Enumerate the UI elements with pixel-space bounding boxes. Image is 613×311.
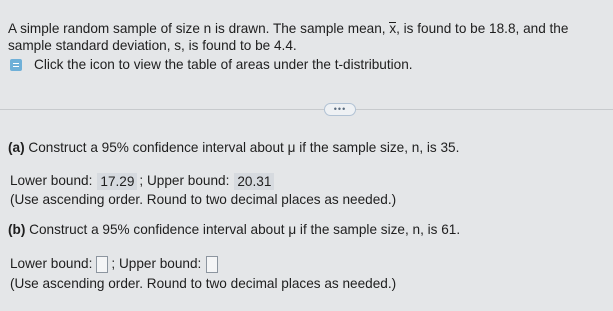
part-b-question-text: Construct a 95% confidence interval about μ if the sample size, n, is 61. — [25, 222, 461, 237]
t-table-link-label: Click the icon to view the table of areas under the t-distribution. — [34, 57, 413, 72]
part-b-separator: ; Upper bound: — [111, 256, 202, 271]
part-b-tag: (b) — [8, 222, 26, 237]
section-divider — [0, 109, 613, 110]
problem-statement — [8, 20, 608, 54]
part-b-question — [8, 221, 460, 238]
expand-more-button[interactable]: ••• — [324, 103, 356, 116]
part-b-upper-bound-field[interactable] — [206, 256, 218, 273]
table-icon[interactable] — [10, 59, 22, 71]
part-a-separator: ; Upper bound: — [139, 173, 230, 188]
problem-text-1: A simple random sample of size n is drawn. The sample mean, — [8, 21, 390, 36]
part-a-note: (Use ascending order. Round to two decimal places as needed.) — [10, 192, 397, 207]
part-a-tag: (a) — [8, 140, 25, 155]
part-a-question — [8, 139, 459, 156]
part-a-lower-label: Lower bound: — [10, 173, 93, 188]
part-a-upper-bound-field[interactable]: 20.31 — [234, 173, 274, 190]
part-a-answer-line — [10, 172, 276, 190]
part-b-lower-bound-field[interactable] — [96, 256, 108, 273]
part-a-question-text: Construct a 95% confidence interval about μ if the sample size, n, is 35. — [24, 140, 460, 155]
part-a-lower-bound-field[interactable]: 17.29 — [97, 173, 137, 190]
t-table-link-row[interactable] — [10, 57, 413, 73]
xbar-symbol: x — [389, 21, 397, 36]
part-b-lower-label: Lower bound: — [10, 256, 93, 271]
part-b-answer-line — [10, 255, 221, 273]
problem-text-2: , is found to be 18.8, and the sample standard deviation, s, is found to be 4.4. — [8, 21, 569, 53]
part-b-note: (Use ascending order. Round to two decimal places as needed.) — [10, 276, 397, 291]
